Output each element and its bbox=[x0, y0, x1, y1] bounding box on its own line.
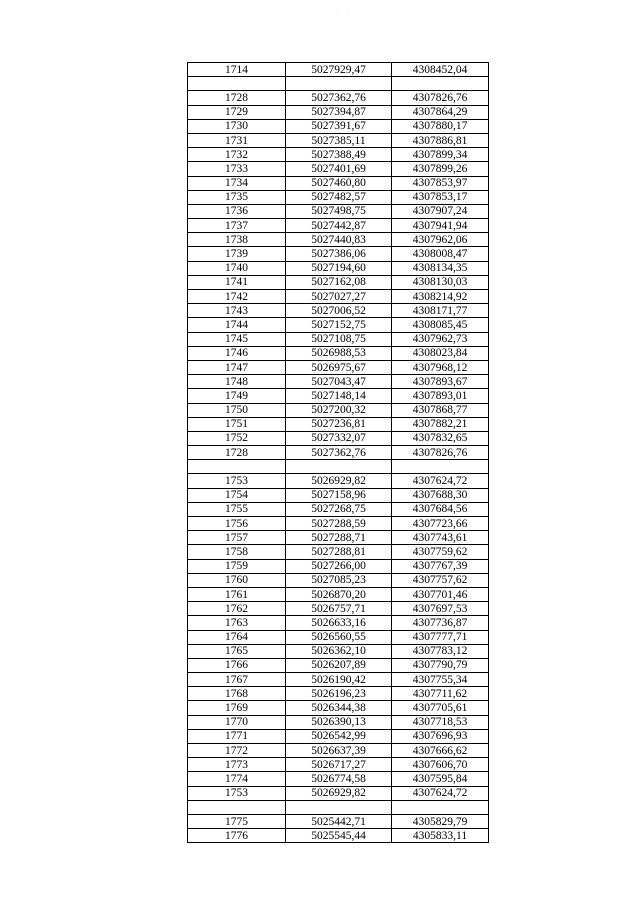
point-number-cell: 1737 bbox=[188, 219, 286, 233]
y-coordinate-cell: 4307606,70 bbox=[392, 758, 489, 772]
x-coordinate-cell: 5026637,39 bbox=[286, 744, 392, 758]
table-row bbox=[188, 77, 489, 91]
point-number-cell: 1762 bbox=[188, 602, 286, 616]
x-coordinate-cell: 5026196,23 bbox=[286, 687, 392, 701]
y-coordinate-cell: 4307755,34 bbox=[392, 673, 489, 687]
point-number-cell: 1769 bbox=[188, 701, 286, 715]
table-row bbox=[188, 446, 489, 460]
table-row bbox=[188, 233, 489, 247]
point-number-cell: 1749 bbox=[188, 389, 286, 403]
y-coordinate-cell: 4308134,35 bbox=[392, 261, 489, 275]
y-coordinate-cell: 4307743,61 bbox=[392, 531, 489, 545]
x-coordinate-cell: 5027460,80 bbox=[286, 176, 392, 190]
point-number-cell bbox=[188, 800, 286, 814]
y-coordinate-cell: 4307968,12 bbox=[392, 360, 489, 374]
top-marks: . . bbox=[338, 10, 352, 16]
table-row bbox=[188, 786, 489, 800]
table-row bbox=[188, 290, 489, 304]
table-row bbox=[188, 417, 489, 431]
point-number-cell: 1747 bbox=[188, 360, 286, 374]
table-row bbox=[188, 658, 489, 672]
point-number-cell: 1754 bbox=[188, 488, 286, 502]
point-number-cell: 1753 bbox=[188, 786, 286, 800]
table-row bbox=[188, 162, 489, 176]
y-coordinate-cell: 4308452,04 bbox=[392, 63, 489, 77]
point-number-cell: 1772 bbox=[188, 744, 286, 758]
point-number-cell: 1728 bbox=[188, 446, 286, 460]
table-row bbox=[188, 474, 489, 488]
x-coordinate-cell bbox=[286, 460, 392, 474]
table-row bbox=[188, 602, 489, 616]
x-coordinate-cell: 5027288,71 bbox=[286, 531, 392, 545]
x-coordinate-cell: 5026988,53 bbox=[286, 346, 392, 360]
table-row bbox=[188, 673, 489, 687]
point-number-cell: 1733 bbox=[188, 162, 286, 176]
table-row bbox=[188, 758, 489, 772]
point-number-cell: 1735 bbox=[188, 190, 286, 204]
table-row bbox=[188, 275, 489, 289]
y-coordinate-cell: 4307624,72 bbox=[392, 786, 489, 800]
x-coordinate-cell: 5027362,76 bbox=[286, 91, 392, 105]
x-coordinate-cell: 5026774,58 bbox=[286, 772, 392, 786]
x-coordinate-cell: 5027482,57 bbox=[286, 190, 392, 204]
point-number-cell: 1752 bbox=[188, 431, 286, 445]
x-coordinate-cell bbox=[286, 77, 392, 91]
x-coordinate-cell: 5027236,81 bbox=[286, 417, 392, 431]
y-coordinate-cell: 4307777,71 bbox=[392, 630, 489, 644]
y-coordinate-cell: 4307718,53 bbox=[392, 715, 489, 729]
table-row bbox=[188, 190, 489, 204]
table-row bbox=[188, 502, 489, 516]
x-coordinate-cell: 5027332,07 bbox=[286, 431, 392, 445]
table-row bbox=[188, 105, 489, 119]
y-coordinate-cell: 4307783,12 bbox=[392, 644, 489, 658]
point-number-cell: 1730 bbox=[188, 119, 286, 133]
table-row bbox=[188, 772, 489, 786]
y-coordinate-cell: 4307826,76 bbox=[392, 446, 489, 460]
x-coordinate-cell: 5026975,67 bbox=[286, 360, 392, 374]
x-coordinate-cell: 5026542,99 bbox=[286, 729, 392, 743]
y-coordinate-cell: 4307853,17 bbox=[392, 190, 489, 204]
y-coordinate-cell: 4307962,73 bbox=[392, 332, 489, 346]
y-coordinate-cell: 4307907,24 bbox=[392, 204, 489, 218]
x-coordinate-cell: 5027394,87 bbox=[286, 105, 392, 119]
point-number-cell: 1746 bbox=[188, 346, 286, 360]
point-number-cell: 1732 bbox=[188, 148, 286, 162]
table-row bbox=[188, 800, 489, 814]
y-coordinate-cell: 4308085,45 bbox=[392, 318, 489, 332]
point-number-cell: 1736 bbox=[188, 204, 286, 218]
x-coordinate-cell: 5026757,71 bbox=[286, 602, 392, 616]
table-row bbox=[188, 814, 489, 828]
y-coordinate-cell: 4307893,67 bbox=[392, 375, 489, 389]
point-number-cell: 1770 bbox=[188, 715, 286, 729]
point-number-cell: 1742 bbox=[188, 290, 286, 304]
table-row bbox=[188, 431, 489, 445]
table-row bbox=[188, 488, 489, 502]
point-number-cell: 1734 bbox=[188, 176, 286, 190]
x-coordinate-cell: 5027288,81 bbox=[286, 545, 392, 559]
point-number-cell: 1767 bbox=[188, 673, 286, 687]
x-coordinate-cell: 5027158,96 bbox=[286, 488, 392, 502]
x-coordinate-cell: 5027043,47 bbox=[286, 375, 392, 389]
x-coordinate-cell: 5027498,75 bbox=[286, 204, 392, 218]
x-coordinate-cell: 5027200,32 bbox=[286, 403, 392, 417]
point-number-cell: 1760 bbox=[188, 573, 286, 587]
y-coordinate-cell bbox=[392, 460, 489, 474]
y-coordinate-cell: 4307832,65 bbox=[392, 431, 489, 445]
table-row bbox=[188, 729, 489, 743]
y-coordinate-cell: 4305829,79 bbox=[392, 814, 489, 828]
x-coordinate-cell: 5026207,89 bbox=[286, 658, 392, 672]
x-coordinate-cell: 5026344,38 bbox=[286, 701, 392, 715]
point-number-cell: 1751 bbox=[188, 417, 286, 431]
y-coordinate-cell: 4307759,62 bbox=[392, 545, 489, 559]
y-coordinate-cell: 4307701,46 bbox=[392, 587, 489, 601]
x-coordinate-cell: 5027929,47 bbox=[286, 63, 392, 77]
x-coordinate-cell: 5027148,14 bbox=[286, 389, 392, 403]
y-coordinate-cell: 4308008,47 bbox=[392, 247, 489, 261]
y-coordinate-cell: 4307757,62 bbox=[392, 573, 489, 587]
table-row bbox=[188, 389, 489, 403]
y-coordinate-cell: 4307696,93 bbox=[392, 729, 489, 743]
x-coordinate-cell: 5026929,82 bbox=[286, 786, 392, 800]
table-row bbox=[188, 63, 489, 77]
point-number-cell: 1744 bbox=[188, 318, 286, 332]
table-row bbox=[188, 531, 489, 545]
table-row bbox=[188, 375, 489, 389]
point-number-cell bbox=[188, 460, 286, 474]
x-coordinate-cell: 5027006,52 bbox=[286, 304, 392, 318]
y-coordinate-cell: 4307684,56 bbox=[392, 502, 489, 516]
x-coordinate-cell: 5027401,69 bbox=[286, 162, 392, 176]
table-row bbox=[188, 133, 489, 147]
table-row bbox=[188, 304, 489, 318]
point-number-cell: 1731 bbox=[188, 133, 286, 147]
y-coordinate-cell: 4307962,06 bbox=[392, 233, 489, 247]
point-number-cell bbox=[188, 77, 286, 91]
x-coordinate-cell: 5027268,75 bbox=[286, 502, 392, 516]
point-number-cell: 1765 bbox=[188, 644, 286, 658]
y-coordinate-cell bbox=[392, 77, 489, 91]
point-number-cell: 1743 bbox=[188, 304, 286, 318]
y-coordinate-cell: 4308171,77 bbox=[392, 304, 489, 318]
y-coordinate-cell: 4307790,79 bbox=[392, 658, 489, 672]
y-coordinate-cell: 4307880,17 bbox=[392, 119, 489, 133]
y-coordinate-cell: 4307705,61 bbox=[392, 701, 489, 715]
table-row bbox=[188, 630, 489, 644]
table-row bbox=[188, 517, 489, 531]
table-row bbox=[188, 701, 489, 715]
table-row bbox=[188, 460, 489, 474]
table-row bbox=[188, 616, 489, 630]
y-coordinate-cell bbox=[392, 800, 489, 814]
point-number-cell: 1757 bbox=[188, 531, 286, 545]
table-row bbox=[188, 148, 489, 162]
table-row bbox=[188, 204, 489, 218]
point-number-cell: 1745 bbox=[188, 332, 286, 346]
x-coordinate-cell: 5026717,27 bbox=[286, 758, 392, 772]
y-coordinate-cell: 4308130,03 bbox=[392, 275, 489, 289]
table-row bbox=[188, 91, 489, 105]
point-number-cell: 1776 bbox=[188, 829, 286, 843]
table-row bbox=[188, 119, 489, 133]
y-coordinate-cell: 4307853,97 bbox=[392, 176, 489, 190]
x-coordinate-cell: 5027385,11 bbox=[286, 133, 392, 147]
point-number-cell: 1761 bbox=[188, 587, 286, 601]
y-coordinate-cell: 4308023,84 bbox=[392, 346, 489, 360]
point-number-cell: 1759 bbox=[188, 559, 286, 573]
table-row bbox=[188, 559, 489, 573]
table-row bbox=[188, 829, 489, 843]
x-coordinate-cell: 5027388,49 bbox=[286, 148, 392, 162]
point-number-cell: 1750 bbox=[188, 403, 286, 417]
x-coordinate-cell: 5027266,00 bbox=[286, 559, 392, 573]
point-number-cell: 1768 bbox=[188, 687, 286, 701]
x-coordinate-cell: 5027391,67 bbox=[286, 119, 392, 133]
y-coordinate-cell: 4307711,62 bbox=[392, 687, 489, 701]
table-row bbox=[188, 360, 489, 374]
table-row bbox=[188, 573, 489, 587]
y-coordinate-cell: 4307893,01 bbox=[392, 389, 489, 403]
point-number-cell: 1775 bbox=[188, 814, 286, 828]
point-number-cell: 1755 bbox=[188, 502, 286, 516]
x-coordinate-cell: 5025442,71 bbox=[286, 814, 392, 828]
table-row bbox=[188, 644, 489, 658]
point-number-cell: 1740 bbox=[188, 261, 286, 275]
table-row bbox=[188, 332, 489, 346]
x-coordinate-cell: 5026190,42 bbox=[286, 673, 392, 687]
x-coordinate-cell: 5027386,06 bbox=[286, 247, 392, 261]
x-coordinate-cell: 5026362,10 bbox=[286, 644, 392, 658]
table-row bbox=[188, 346, 489, 360]
y-coordinate-cell: 4307736,87 bbox=[392, 616, 489, 630]
y-coordinate-cell: 4307941,94 bbox=[392, 219, 489, 233]
y-coordinate-cell: 4308214,92 bbox=[392, 290, 489, 304]
y-coordinate-cell: 4307868,77 bbox=[392, 403, 489, 417]
y-coordinate-cell: 4307882,21 bbox=[392, 417, 489, 431]
y-coordinate-cell: 4307688,30 bbox=[392, 488, 489, 502]
y-coordinate-cell: 4307666,62 bbox=[392, 744, 489, 758]
y-coordinate-cell: 4307723,66 bbox=[392, 517, 489, 531]
table-row bbox=[188, 247, 489, 261]
table-row bbox=[188, 715, 489, 729]
y-coordinate-cell: 4307899,34 bbox=[392, 148, 489, 162]
x-coordinate-cell: 5027442,87 bbox=[286, 219, 392, 233]
point-number-cell: 1729 bbox=[188, 105, 286, 119]
point-number-cell: 1758 bbox=[188, 545, 286, 559]
x-coordinate-cell: 5027152,75 bbox=[286, 318, 392, 332]
point-number-cell: 1771 bbox=[188, 729, 286, 743]
coordinates-table-body bbox=[188, 63, 489, 843]
x-coordinate-cell: 5026929,82 bbox=[286, 474, 392, 488]
x-coordinate-cell: 5026560,55 bbox=[286, 630, 392, 644]
point-number-cell: 1741 bbox=[188, 275, 286, 289]
y-coordinate-cell: 4307864,29 bbox=[392, 105, 489, 119]
table-row bbox=[188, 744, 489, 758]
point-number-cell: 1773 bbox=[188, 758, 286, 772]
y-coordinate-cell: 4307697,53 bbox=[392, 602, 489, 616]
x-coordinate-cell: 5027108,75 bbox=[286, 332, 392, 346]
point-number-cell: 1753 bbox=[188, 474, 286, 488]
table-row bbox=[188, 318, 489, 332]
table-row bbox=[188, 687, 489, 701]
point-number-cell: 1756 bbox=[188, 517, 286, 531]
y-coordinate-cell: 4305833,11 bbox=[392, 829, 489, 843]
table-row bbox=[188, 587, 489, 601]
y-coordinate-cell: 4307595,84 bbox=[392, 772, 489, 786]
point-number-cell: 1774 bbox=[188, 772, 286, 786]
x-coordinate-cell: 5026870,20 bbox=[286, 587, 392, 601]
x-coordinate-cell: 5026390,13 bbox=[286, 715, 392, 729]
y-coordinate-cell: 4307767,39 bbox=[392, 559, 489, 573]
point-number-cell: 1748 bbox=[188, 375, 286, 389]
table-row bbox=[188, 545, 489, 559]
x-coordinate-cell: 5027162,08 bbox=[286, 275, 392, 289]
x-coordinate-cell: 5027027,27 bbox=[286, 290, 392, 304]
y-coordinate-cell: 4307899,26 bbox=[392, 162, 489, 176]
table-row bbox=[188, 176, 489, 190]
x-coordinate-cell: 5027085,23 bbox=[286, 573, 392, 587]
table-row bbox=[188, 219, 489, 233]
point-number-cell: 1714 bbox=[188, 63, 286, 77]
x-coordinate-cell: 5025545,44 bbox=[286, 829, 392, 843]
x-coordinate-cell: 5027440,83 bbox=[286, 233, 392, 247]
y-coordinate-cell: 4307624,72 bbox=[392, 474, 489, 488]
coordinates-table bbox=[187, 62, 489, 843]
x-coordinate-cell: 5027288,59 bbox=[286, 517, 392, 531]
x-coordinate-cell: 5027194,60 bbox=[286, 261, 392, 275]
point-number-cell: 1728 bbox=[188, 91, 286, 105]
point-number-cell: 1763 bbox=[188, 616, 286, 630]
y-coordinate-cell: 4307886,81 bbox=[392, 133, 489, 147]
point-number-cell: 1738 bbox=[188, 233, 286, 247]
point-number-cell: 1739 bbox=[188, 247, 286, 261]
x-coordinate-cell: 5026633,16 bbox=[286, 616, 392, 630]
x-coordinate-cell: 5027362,76 bbox=[286, 446, 392, 460]
y-coordinate-cell: 4307826,76 bbox=[392, 91, 489, 105]
table-row bbox=[188, 403, 489, 417]
point-number-cell: 1766 bbox=[188, 658, 286, 672]
table-row bbox=[188, 261, 489, 275]
x-coordinate-cell bbox=[286, 800, 392, 814]
point-number-cell: 1764 bbox=[188, 630, 286, 644]
